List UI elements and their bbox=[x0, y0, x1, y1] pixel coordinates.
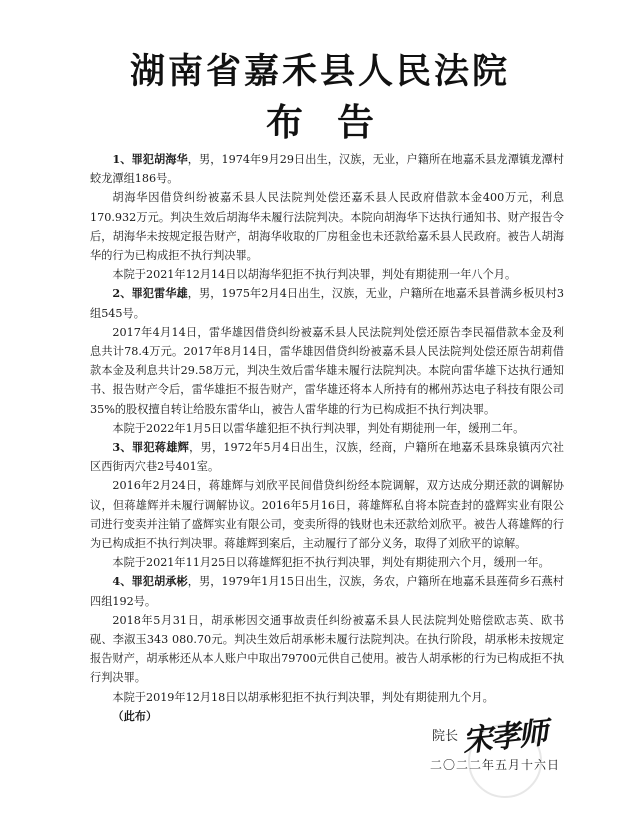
entry-detail: 胡海华因借贷纠纷被嘉禾县人民法院判处偿还嘉禾县人民政府借款本金400万元，利息170.932万元。判决生效后胡海华未履行法院判决。本院向胡海华下达执行通知书、财产报告令后，胡海华未按规定报告财产，胡海华收取的厂房租金也未还款给嘉禾县人民政府。被告人胡海华的行为已构成拒不执行判决罪。 bbox=[90, 191, 564, 263]
court-title: 湖南省嘉禾县人民法院 bbox=[129, 52, 510, 92]
entry-name: 罪犯胡海华 bbox=[131, 152, 188, 166]
handwritten-signature: 宋孝师 bbox=[460, 715, 548, 760]
entry-number: 4、 bbox=[112, 574, 132, 589]
entry-number: 2、 bbox=[112, 286, 132, 301]
entry-intro bbox=[90, 150, 564, 188]
entry-number: 1、 bbox=[112, 152, 132, 166]
notice-body bbox=[90, 150, 564, 726]
entry-intro bbox=[90, 438, 564, 476]
entry-sentence: 本院于2021年12月14日以胡海华犯拒不执行判决罪，判处有期徒刑一年八个月。 bbox=[112, 268, 517, 282]
notice-date: 二〇二二年五月十六日 bbox=[430, 758, 561, 772]
entry-name: 罪犯蒋雄辉 bbox=[131, 440, 190, 455]
entry-intro bbox=[90, 572, 564, 610]
signature-label: 院长 bbox=[432, 728, 459, 744]
entry-name: 罪犯胡承彬 bbox=[131, 574, 188, 589]
entry-intro-text: ，男，1975年2月4日出生，汉族，无业，户籍所在地嘉禾县普满乡板贝村3组545号。 bbox=[90, 287, 564, 320]
entry-detail: 2017年4月14日，雷华雄因借贷纠纷被嘉禾县人民法院判处偿还原告李民福借款本金及利息共计78.4万元。2017年8月14日，雷华雄因借贷纠纷被嘉禾县人民法院判处偿还原告胡莉借款本金及利息共计29.58万元，判决生效后雷华雄未履行法院判决。本院向雷华雄下达执行通知书、报告财产令后，雷华雄拒不报告财产，雷华雄还将本人所持有的郴州苏达电子科技有限公司35%的股权擅自转让给股东雷华山，被告人雷华雄的行为已构成拒不执行判决罪。 bbox=[90, 325, 564, 416]
entry-intro-text: ，男，1979年1月15日出生，汉族，务农，户籍所在地嘉禾县莲荷乡石燕村四组192号。 bbox=[90, 575, 564, 608]
entry-number: 3、 bbox=[112, 440, 132, 455]
closing-note: （此布） bbox=[112, 708, 158, 723]
notice-title: 布告 bbox=[266, 101, 408, 144]
entry-name: 罪犯雷华雄 bbox=[131, 286, 188, 301]
entry-intro-text: ，男，1972年5月4日出生，汉族，经商，户籍所在地嘉禾县珠泉镇丙穴社区西街丙穴巷2号401室。 bbox=[90, 441, 564, 474]
entry-sentence: 本院于2021年11月25日以蒋雄辉犯拒不执行判决罪，判处有期徒刑六个月，缓刑一年。 bbox=[112, 556, 550, 570]
entry-sentence: 本院于2019年12月18日以胡承彬犯拒不执行判决罪，判处有期徒刑九个月。 bbox=[112, 690, 494, 704]
entry-intro-text: ，男，1974年9月29日出生，汉族，无业，户籍所在地嘉禾县龙潭镇龙潭村蛟龙潭组186号。 bbox=[90, 153, 564, 186]
signature-block bbox=[432, 712, 548, 760]
entry-detail: 2016年2月24日，蒋雄辉与刘欣平民间借贷纠纷经本院调解，双方达成分期还款的调解协议，但蒋雄辉并未履行调解协议。2016年5月16日，蒋雄辉私自将本院查封的盛辉实业有限公司进行变卖并注销了盛辉实业有限公司，变卖所得的钱财也未还款给刘欣平。被告人蒋雄辉的行为已构成拒不执行判决罪。蒋雄辉到案后，主动履行了部分义务，取得了刘欣平的谅解。 bbox=[90, 479, 564, 551]
entry-detail: 2018年5月31日，胡承彬因交通事故责任纠纷被嘉禾县人民法院判处赔偿欧志英、欧书砚、李淑玉343 080.70元。判决生效后胡承彬未履行法院判决。在执行阶段，胡承彬未按规定报告财产，胡承彬还从本人账户中取出79700元供自己使用。被告人胡承彬的行为已构成拒不执行判决罪。 bbox=[90, 613, 564, 685]
entry-sentence: 本院于2022年1月5日以雷华雄犯拒不执行判决罪，判处有期徒刑一年，缓刑二年。 bbox=[112, 421, 525, 435]
entry-intro bbox=[90, 284, 564, 322]
